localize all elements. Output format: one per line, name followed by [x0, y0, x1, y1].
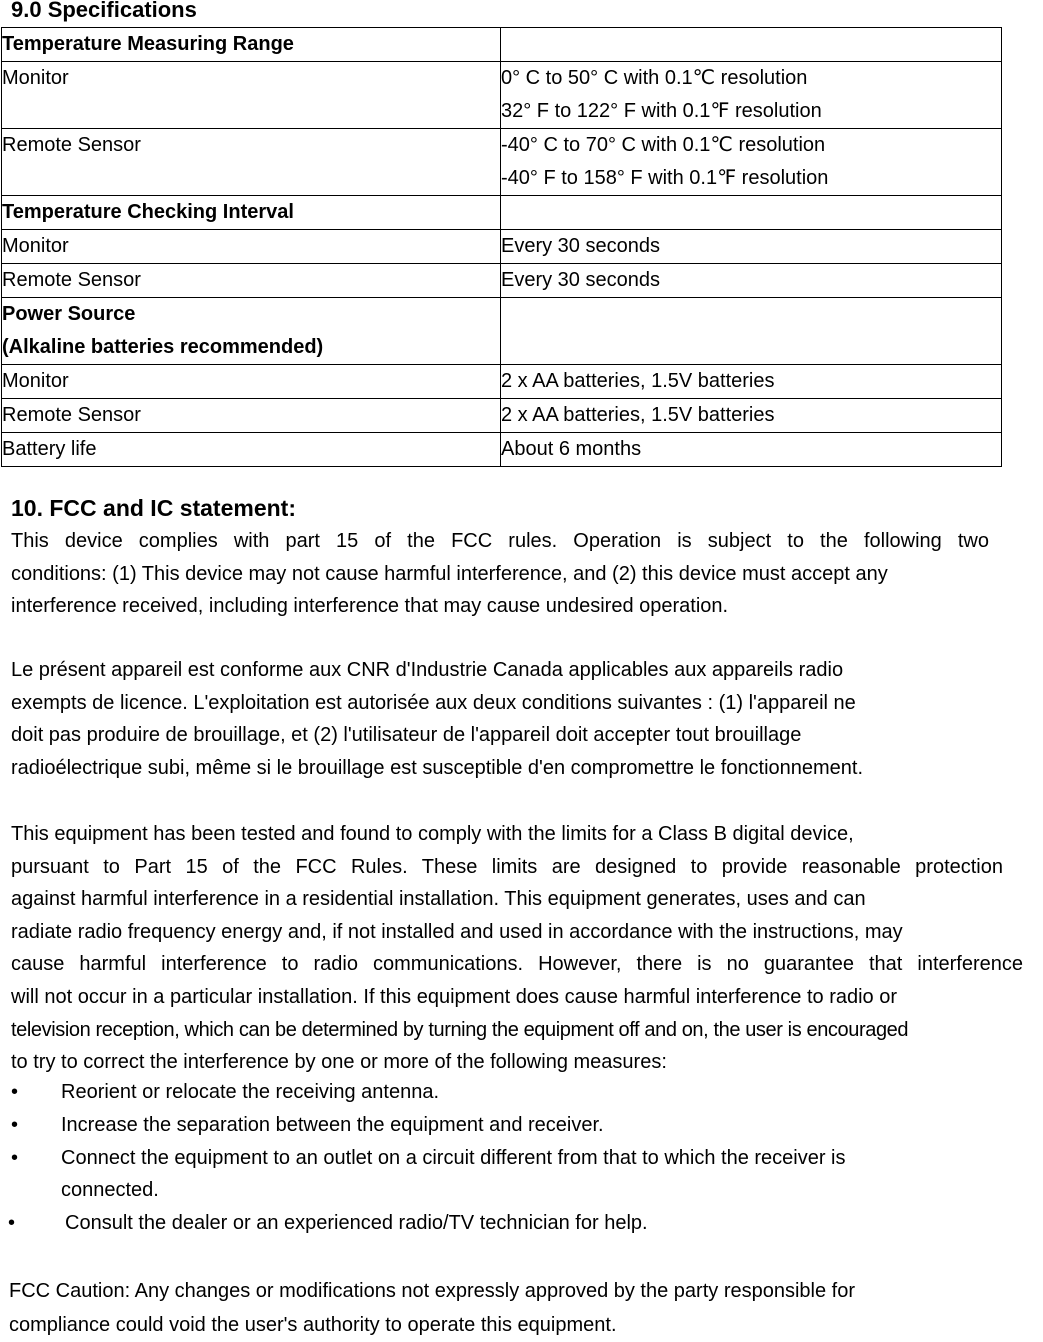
section-10-title: 10. FCC and IC statement: [11, 495, 296, 521]
table-row [2, 62, 1002, 129]
spec-label: Temperature Checking Interval [2, 196, 501, 230]
spec-value-line: 32° F to 122° F with 0.1℉ resolution [501, 100, 822, 122]
paragraph-line: exempts de licence. L'exploitation est autorisée aux deux conditions suivantes : (1) l'appareil ne [11, 691, 856, 714]
paragraph-line: will not occur in a particular installation. If this equipment does cause harmful interference to radio or [11, 985, 898, 1008]
spec-value-line: -40° F to 158° F with 0.1℉ resolution [501, 167, 829, 189]
paragraph-line: interference received, including interference that may cause undesired operation. [11, 595, 729, 618]
paragraph-line: against harmful interference in a residential installation. This equipment generates, uses and can [11, 888, 866, 911]
spec-value-line: 0° C to 50° C with 0.1℃ resolution [501, 67, 808, 89]
spec-value [501, 62, 1002, 129]
spec-label-line: Power Source [2, 303, 136, 325]
spec-value [501, 196, 1002, 230]
spec-value-line: -40° C to 70° C with 0.1℃ resolution [501, 134, 826, 156]
table-row [2, 365, 1002, 399]
paragraph-line: television reception, which can be determined by turning the equipment off and on, the user is encouraged [11, 1018, 909, 1041]
paragraph-line: This device complies with part 15 of the FCC rules. Operation is subject to the following two [11, 530, 989, 552]
paragraph-line: conditions: (1) This device may not cause harmful interference, and (2) this device must accept any [11, 562, 888, 585]
spec-value: 2 x AA batteries, 1.5V batteries [501, 365, 1002, 399]
specifications-table [1, 27, 1002, 467]
spec-value [501, 298, 1002, 365]
fcc-caution-paragraph [9, 1274, 855, 1342]
list-item: Consult the dealer or an experienced radio/TV technician for help. [65, 1212, 648, 1234]
spec-value: About 6 months [501, 433, 1002, 467]
class-b-paragraph [11, 818, 1031, 1079]
spec-value [501, 129, 1002, 196]
spec-label: Temperature Measuring Range [2, 28, 501, 62]
table-row [2, 230, 1002, 264]
paragraph-line: doit pas produire de brouillage, et (2) l'utilisateur de l'appareil doit accepter tout brouillage [11, 724, 802, 747]
table-row [2, 433, 1002, 467]
table-row [2, 28, 1002, 62]
spec-label: Monitor [2, 365, 501, 399]
fcc-compliance-paragraph [11, 525, 989, 623]
list-item: Reorient or relocate the receiving antenna. [61, 1081, 440, 1103]
spec-label: Monitor [2, 230, 501, 264]
spec-label: Remote Sensor [2, 399, 501, 433]
table-row [2, 298, 1002, 365]
table-row [2, 129, 1002, 196]
bullet-marker: • [11, 1081, 19, 1103]
bullet-marker: • [8, 1212, 16, 1234]
table-row [2, 264, 1002, 298]
paragraph-line: Le présent appareil est conforme aux CNR d'Industrie Canada applicables aux appareils radio [11, 659, 844, 681]
paragraph-line: cause harmful interference to radio communications. However, there is no guarantee that interference [11, 953, 1023, 976]
paragraph-line: to try to correct the interference by one or more of the following measures: [11, 1051, 667, 1074]
spec-value: Every 30 seconds [501, 230, 1002, 264]
spec-label [2, 298, 501, 365]
paragraph-line: This equipment has been tested and found to comply with the limits for a Class B digital device, [11, 823, 854, 845]
paragraph-line: FCC Caution: Any changes or modifications not expressly approved by the party responsible for [9, 1280, 855, 1302]
list-item: Connect the equipment to an outlet on a circuit different from that to which the receiver is [61, 1147, 846, 1169]
paragraph-line: compliance could void the user's authority to operate this equipment. [9, 1314, 617, 1336]
bullet-marker: • [11, 1147, 19, 1169]
section-9-title: 9.0 Specifications [11, 0, 197, 22]
spec-label: Remote Sensor [2, 264, 501, 298]
table-row [2, 399, 1002, 433]
spec-value: 2 x AA batteries, 1.5V batteries [501, 399, 1002, 433]
list-item: Increase the separation between the equipment and receiver. [61, 1114, 604, 1136]
spec-label-line: (Alkaline batteries recommended) [2, 336, 324, 358]
spec-label: Battery life [2, 433, 501, 467]
paragraph-line: radioélectrique subi, même si le brouillage est susceptible d'en compromettre le fonctionnement. [11, 756, 864, 779]
paragraph-line: pursuant to Part 15 of the FCC Rules. These limits are designed to provide reasonable protection [11, 855, 1003, 878]
spec-value [501, 28, 1002, 62]
list-item-continuation: connected. [61, 1179, 159, 1201]
paragraph-line: radiate radio frequency energy and, if not installed and used in accordance with the instructions, may [11, 920, 903, 943]
table-row [2, 196, 1002, 230]
spec-value: Every 30 seconds [501, 264, 1002, 298]
bullet-marker: • [11, 1114, 19, 1136]
spec-label: Remote Sensor [2, 129, 501, 196]
ic-statement-paragraph [11, 654, 863, 784]
spec-label: Monitor [2, 62, 501, 129]
